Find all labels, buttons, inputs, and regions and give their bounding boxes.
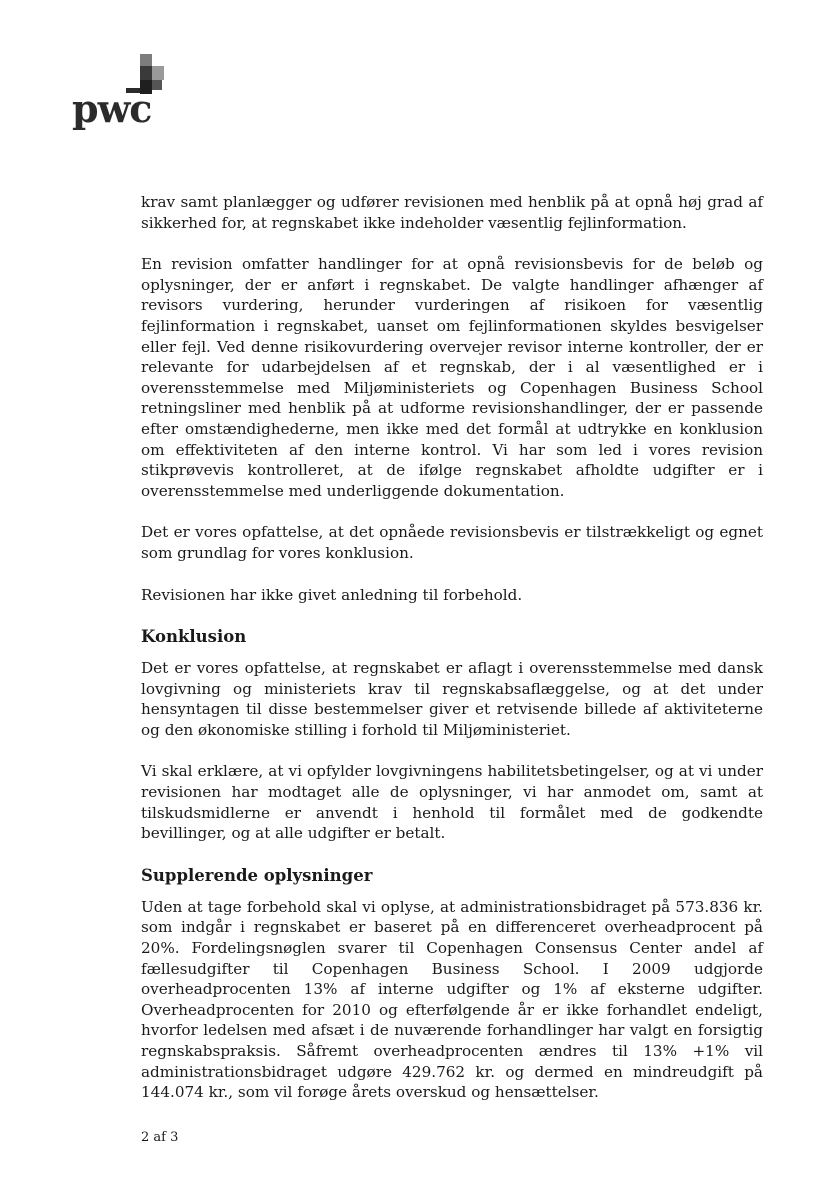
heading-supplerende-oplysninger: Supplerende oplysninger [141,865,373,885]
paragraph-conclusion: Det er vores opfattelse, at regnskabet er aflagt i overensstemmelse med dansk lovgivning og ministeriets krav til regnskabsaflæggelse, og at det under hensyntagen til disse bestemmelser giver et retvisende billede af aktiviteterne og den økonomiske stilling i forhold til Miljøministeriet. [141,659,763,739]
paragraph-supplementary: Uden at tage forbehold skal vi oplyse, at administrationsbidraget på 573.836 kr. som indgår i regnskabet er baseret på en differenceret overheadprocent på 20%. Fordelingsnøglen svarer til Copenhagen Consensus Center andel af fællesudgifter til Copenhagen Business School. I 2009 udgjorde overheadprocenten 13% af interne udgifter og 1% af eksterne udgifter. Overheadprocenten for 2010 og efterfølgende år er ikke forhandlet endeligt, hvorfor ledelsen med afsæt i de nuværende forhandlinger har valgt en forsigtig regnskabspraksis. Såfremt overheadprocenten ændres til 13% +1% vil administrationsbidraget udgøre 429.762 kr. og dermed en mindreudgift på 144.074 kr., som vil forøge årets overskud og hensættelser. [141,897,763,1102]
heading-konklusion: Konklusion [141,627,247,647]
paragraph-declaration: Vi skal erklære, at vi opfylder lovgivningens habilitetsbetingelser, og at vi under revisionen har modtaget alle de oplysninger, vi har anmodet om, samt at tilskudsmidlerne er anvendt i henhold til formålet med de godkendte bevillinger, og at alle udgifter er betalt. [141,762,763,843]
paragraph-no-qualification: Revisionen har ikke givet anledning til forbehold. [141,585,523,604]
paragraph-intro: krav samt planlægger og udfører revisionen med henblik på at opnå høj grad af sikkerhed for, at regnskabet ikke indeholder væsentlig fejlinformation. [141,193,763,232]
page-number: 2 af 3 [141,1130,179,1145]
paragraph-evidence: Det er vores opfattelse, at det opnåede revisionsbevis er tilstrækkeligt og egnet som grundlag for vores konklusion. [141,523,763,562]
document-body [141,192,763,1124]
pwc-logo [72,54,182,144]
logo-wordmark: pwc [72,86,152,131]
paragraph-revision-scope: En revision omfatter handlinger for at opnå revisionsbevis for de beløb og oplysninger, der er anført i regnskabet. De valgte handlinger afhænger af revisors vurdering, herunder vurderingen af risikoen for væsentlig fejlinformation i regnskabet, uanset om fejlinformationen skyldes besvigelser eller fejl. Ved denne risikovurdering overvejer revisor interne kontroller, der er relevante for udarbejdelsen af et regnskab, der i al væsentlighed er i overensstemmelse med Miljøministeriets og Copenhagen Business School retningsliner med henblik på at udforme revisionshandlinger, der er passende efter omstændighederne, men ikke med det formål at udtrykke en konklusion om effektiviteten af den interne kontrol. Vi har som led i vores revision stikprøvevis kontrolleret, at de ifølge regnskabet afholdte udgifter er i overensstemmelse med underliggende dokumentation. [141,255,763,500]
